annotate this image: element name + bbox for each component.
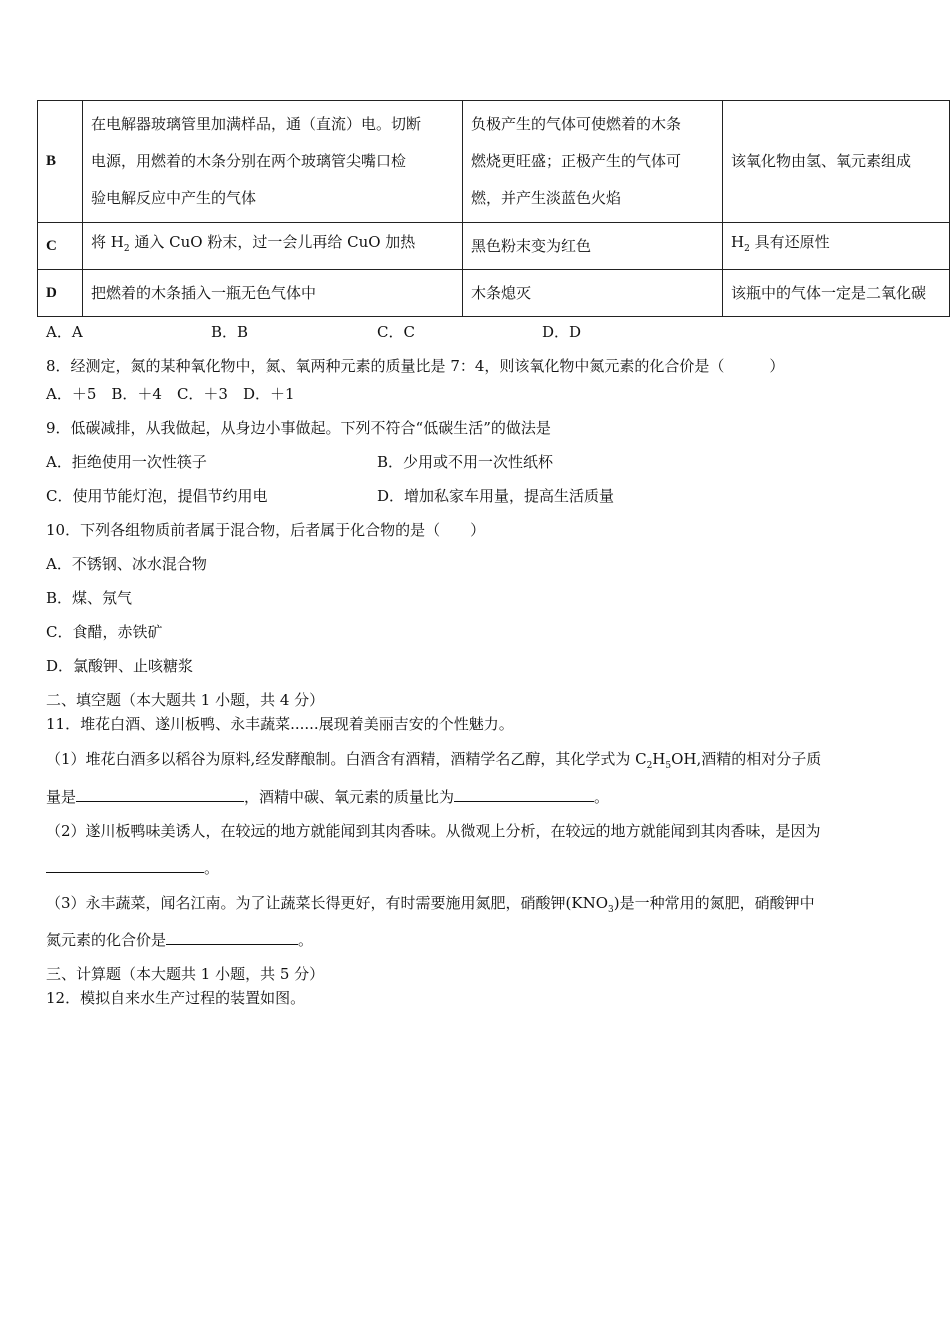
q11-stem: 11．堆花白酒、遂川板鸭、永丰蔬菜......展现着美丽吉安的个性魅力。: [46, 715, 514, 733]
q9-option-a: A．拒绝使用一次性筷子: [46, 453, 207, 471]
q11-part3-line2: 氮元素的化合价是 。: [46, 931, 314, 949]
operation-cell: 把燃着的木条插入一瓶无色气体中: [83, 270, 463, 317]
conclusion-cell: 该氧化物由氢、氧元素组成: [723, 101, 950, 223]
q9-option-d: D．增加私家车用量，提高生活质量: [377, 487, 615, 505]
phenomenon-cell: 黑色粉末变为红色: [463, 223, 723, 270]
q10-stem: 10．下列各组物质前者属于混合物，后者属于化合物的是（ ）: [46, 521, 486, 539]
operation-line: 验电解反应中产生的气体: [91, 189, 257, 207]
conclusion-cell: 该瓶中的气体一定是二氧化碳: [723, 270, 950, 317]
q10-option-d: D．氯酸钾、止咳糖浆: [46, 657, 194, 675]
q11-part1-line1: （1）堆花白酒多以稻谷为原料,经发酵酿制。白酒含有酒精，酒精学名乙醇，其化学式为 $C_2H_5OH$,酒精的相对分子质: [46, 750, 822, 771]
phenomenon-line: 燃烧更旺盛；正极产生的气体可: [471, 152, 682, 170]
section-2-heading: 二、填空题（本大题共 1 小题，共 4 分）: [46, 691, 325, 709]
row-label: C: [38, 223, 83, 270]
q7-option-c: C．C: [377, 323, 415, 341]
q7-option-d: D．D: [542, 323, 582, 341]
q11-part2-line2: 。: [46, 857, 219, 878]
phenomenon-cell: [463, 101, 723, 223]
q9-option-c: C．使用节能灯泡，提倡节约用电: [46, 487, 268, 505]
q7-option-a: A．A: [46, 323, 83, 341]
row-label: D: [38, 270, 83, 317]
table-row: [38, 223, 950, 270]
operation-line: 电源，用燃着的木条分别在两个玻璃管尖嘴口检: [91, 152, 407, 170]
phenomenon-cell: 木条熄灭: [463, 270, 723, 317]
row-label: B: [38, 101, 83, 223]
phenomenon-line: 燃，并产生淡蓝色火焰: [471, 189, 622, 207]
q8-stem: 8．经测定，氮的某种氧化物中，氮、氧两种元素的质量比是 7：4，则该氧化物中氮元素的化合价是（ ）: [46, 357, 785, 375]
q11-part2: （2）遂川板鸭味美诱人，在较远的地方就能闻到其肉香味。从微观上分析，在较远的地方就能闻到其肉香味，是因为: [46, 822, 821, 840]
q9-option-b: B．少用或不用一次性纸杯: [377, 453, 554, 471]
table-row: [38, 270, 950, 317]
answer-blank[interactable]: [166, 929, 298, 945]
q10-option-b: B．煤、氖气: [46, 589, 133, 607]
answer-blank[interactable]: [46, 857, 204, 873]
answer-blank[interactable]: [454, 786, 594, 802]
phenomenon-line: 负极产生的气体可使燃着的木条: [471, 115, 682, 133]
table-row: [38, 101, 950, 223]
q7-option-b: B．B: [211, 323, 249, 341]
operation-line: 在电解器玻璃管里加满样品，通（直流）电。切断: [91, 115, 422, 133]
q10-option-c: C．食醋，赤铁矿: [46, 623, 163, 641]
experiment-table: [37, 100, 950, 317]
operation-cell: 将 $H_2$ 通入 CuO 粉末，过一会儿再给 CuO 加热: [83, 223, 463, 270]
section-3-heading: 三、计算题（本大题共 1 小题，共 5 分）: [46, 965, 325, 983]
q9-stem: 9．低碳减排，从我做起，从身边小事做起。下列不符合“低碳生活”的做法是: [46, 419, 551, 437]
q12-stem: 12．模拟自来水生产过程的装置如图。: [46, 989, 306, 1007]
operation-cell: [83, 101, 463, 223]
q10-option-a: A．不锈钢、冰水混合物: [46, 555, 207, 573]
answer-blank[interactable]: [76, 786, 244, 802]
q11-part3-line1: （3）永丰蔬菜，闻名江南。为了让蔬菜长得更好，有时需要施用氮肥，硝酸钾$(KNO_3)$是一种常用的氮肥，硝酸钾中: [46, 894, 815, 915]
conclusion-cell: $H_2$ 具有还原性: [723, 223, 950, 270]
q8-options: A．＋5 B．＋4 C．＋3 D．＋1: [46, 385, 295, 403]
q11-part1-line2: 量是 ，酒精中碳、氧元素的质量比为 。: [46, 788, 610, 806]
